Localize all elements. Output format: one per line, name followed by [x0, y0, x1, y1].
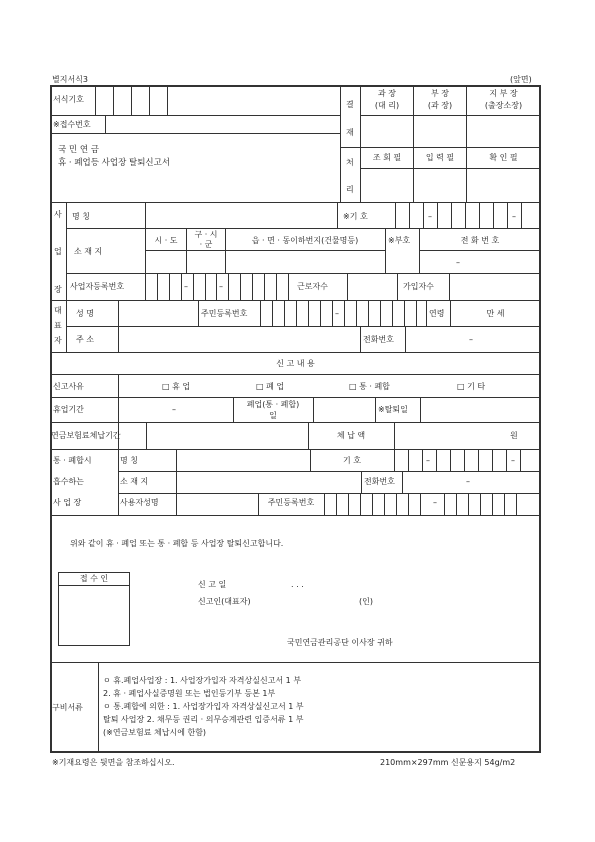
- workplace-phone-dash: –: [456, 258, 460, 267]
- reason-option-other[interactable]: □ 기 타: [457, 382, 486, 391]
- merge-phone-label: 전화번호: [364, 477, 395, 486]
- rep-name-label: 성 명: [76, 309, 94, 318]
- form-side: (앞면): [510, 75, 532, 84]
- merge-label-3: 사 업 장: [53, 498, 82, 507]
- workplace-side-3: 장: [54, 285, 62, 294]
- form-code-label: 서식기호: [53, 95, 84, 104]
- rep-side-3: 자: [54, 336, 62, 345]
- rep-age-label: 연령: [429, 309, 445, 318]
- suspend-period-input[interactable]: [119, 398, 232, 421]
- merge-name-input[interactable]: [177, 450, 309, 470]
- reason-option-close[interactable]: □ 폐 업: [256, 382, 285, 391]
- workplace-phone-input[interactable]: [420, 251, 540, 272]
- report-date-dots: . . .: [291, 580, 304, 589]
- reason-option-merge[interactable]: □ 통 · 폐합: [349, 382, 390, 391]
- merge-owner-input[interactable]: [177, 494, 257, 514]
- workplace-code-dash-2: –: [512, 212, 516, 221]
- merge-code-dash-2: –: [511, 456, 515, 465]
- arrears-period-input[interactable]: [147, 423, 307, 448]
- merge-code-input[interactable]: [395, 450, 540, 470]
- rep-rrn-dash: –: [335, 309, 339, 318]
- documents-line1: ㅇ 휴.폐업사업장 : 1. 사업장가입자 자격상실신고서 1 부: [103, 676, 302, 685]
- form-title-line2: 휴 · 폐업등 사업장 탈퇴신고서: [58, 158, 171, 168]
- workplace-name-label: 명 칭: [72, 212, 90, 221]
- arrears-amount-label: 체 납 액: [336, 431, 366, 440]
- rep-age-unit: 만 세: [486, 309, 505, 318]
- workplace-code-input[interactable]: [396, 203, 540, 227]
- approval-ri: 리: [346, 185, 354, 194]
- workplace-side-2: 업: [54, 247, 62, 256]
- form-title-line1: 국 민 연 금: [58, 145, 99, 155]
- members-label: 가입자수: [403, 282, 434, 291]
- declarant-label: 신고인(대표자): [198, 597, 251, 606]
- documents-line2: 2. 휴 · 폐업사실증명원 또는 법인등기부 등본 1부: [103, 689, 276, 698]
- declaration-statement: 위와 같이 휴 · 폐업 또는 통 · 폐합 등 사업장 탈퇴신고합니다.: [70, 539, 284, 548]
- arrears-period-label: 연금보험료체납기간: [51, 431, 121, 440]
- workplace-code-label: ※기 호: [343, 212, 368, 221]
- workplace-location-label: 소 재 지: [74, 247, 103, 256]
- arrears-amount-unit: 원: [510, 431, 518, 440]
- footer-paper-spec: 210mm×297mm 신문용지 54g/m2: [380, 758, 516, 767]
- reason-option-suspend[interactable]: □ 휴 업: [162, 382, 191, 391]
- approval-jae: 재: [346, 128, 354, 137]
- approval-h2b: (과 장): [427, 101, 453, 110]
- merge-location-input[interactable]: [177, 472, 360, 492]
- merge-code-dash-1: –: [426, 456, 430, 465]
- closure-date-label-1: 폐업(통 · 폐합): [246, 400, 300, 409]
- receipt-number-input[interactable]: [106, 116, 339, 132]
- business-reg-input[interactable]: [146, 274, 286, 299]
- report-section-title: 신 고 내 용: [276, 359, 315, 368]
- rep-side-2: 표: [54, 321, 62, 330]
- documents-label: 구비서류: [52, 703, 83, 712]
- approval-h1a: 과 장: [378, 89, 396, 98]
- footer-note: ※기재요령은 뒷면을 참조하십시오.: [52, 758, 175, 767]
- receipt-number-label: ※접수번호: [53, 120, 91, 129]
- workplace-address-input[interactable]: [146, 251, 384, 272]
- addressee: 국민연금관리공단 이사장 귀하: [287, 638, 393, 647]
- documents-line4: 탈퇴 사업장 2. 채무등 권리 · 의무승계관련 입증서류 1 부: [103, 715, 304, 724]
- merge-owner-label: 사용자성명: [120, 498, 159, 507]
- rep-name-input[interactable]: [119, 301, 197, 325]
- rep-rrn-input[interactable]: [261, 301, 425, 325]
- report-date-input[interactable]: [250, 576, 380, 592]
- gusi-label-1: 구 · 시: [194, 230, 218, 239]
- reg-dash-1: –: [184, 282, 188, 291]
- workplace-side-1: 사: [54, 210, 62, 219]
- sido-label: 시 · 도: [154, 236, 178, 245]
- merge-rrn-input[interactable]: [325, 494, 540, 514]
- merge-phone-dash: –: [466, 477, 470, 486]
- merge-location-label: 소 재 지: [120, 477, 149, 486]
- rep-phone-dash: –: [469, 335, 473, 344]
- documents-line5: (※연금보험료 체납시에 한함): [103, 728, 207, 737]
- declarant-seal: (인): [359, 597, 373, 606]
- rep-side-1: 대: [54, 306, 62, 315]
- workplace-phone-label: 전 화 번 호: [460, 236, 500, 245]
- report-reason-label: 신고사유: [53, 382, 84, 391]
- suspend-period-dash: –: [172, 405, 176, 414]
- approval-confirm: 확 인 필: [489, 153, 518, 162]
- rep-phone-input[interactable]: [406, 327, 540, 351]
- approval-h1b: (대 리): [374, 101, 400, 110]
- workers-label: 근로자수: [297, 282, 328, 291]
- merge-rrn-label: 주민등록번호: [267, 498, 315, 507]
- declarant-input[interactable]: [272, 593, 356, 609]
- merge-code-label: 기 호: [343, 456, 361, 465]
- receiver-label: 접 수 인: [79, 574, 109, 583]
- eupmyeon-label: 읍 · 면 · 동이하번지(건물명등): [251, 236, 359, 245]
- zip-label: ※부호: [388, 236, 411, 245]
- members-input[interactable]: [450, 274, 540, 299]
- gusi-label-2: · 군: [199, 240, 213, 249]
- approval-input: 입 력 필: [425, 153, 455, 162]
- documents-line3: ㅇ 통.폐합에 의한 : 1. 사업장가입자 자격상실신고서 1 부: [103, 702, 304, 711]
- reg-dash-2: –: [219, 282, 223, 291]
- workplace-code-dash-1: –: [428, 212, 432, 221]
- approval-inquiry: 조 회 필: [372, 153, 402, 162]
- rep-rrn-label: 주민등록번호: [201, 309, 248, 318]
- approval-cheo: 처: [346, 158, 354, 167]
- form-number: 별지서식3: [52, 75, 89, 84]
- approval-h3a: 지 부 장: [489, 89, 518, 98]
- suspend-period-label: 휴업기간: [53, 405, 84, 414]
- business-reg-label: 사업자등록번호: [70, 282, 125, 291]
- withdraw-date-label: ※탈퇴일: [378, 405, 408, 414]
- closure-date-input[interactable]: [314, 398, 374, 421]
- closure-date-label-2: 일: [269, 411, 277, 420]
- merge-label-1: 통 · 폐합시: [53, 456, 92, 465]
- merge-rrn-dash: –: [433, 498, 437, 507]
- rep-address-input[interactable]: [119, 327, 359, 351]
- workers-input[interactable]: [348, 274, 396, 299]
- form-code-input[interactable]: [96, 86, 166, 114]
- report-date-label: 신 고 일: [198, 580, 227, 589]
- rep-address-label: 주 소: [76, 335, 94, 344]
- rep-phone-label: 전화번호: [363, 335, 394, 344]
- approval-h3b: (출장소장): [484, 101, 523, 110]
- merge-label-2: 흡수하는: [53, 477, 84, 486]
- approval-gyeol: 결: [346, 100, 354, 109]
- merge-name-label: 명 칭: [120, 456, 138, 465]
- approval-h2a: 부 장: [431, 89, 449, 98]
- merge-phone-input[interactable]: [403, 472, 540, 492]
- withdraw-date-input[interactable]: [421, 398, 540, 421]
- arrears-amount-input[interactable]: [395, 423, 505, 448]
- workplace-name-input[interactable]: [146, 203, 336, 227]
